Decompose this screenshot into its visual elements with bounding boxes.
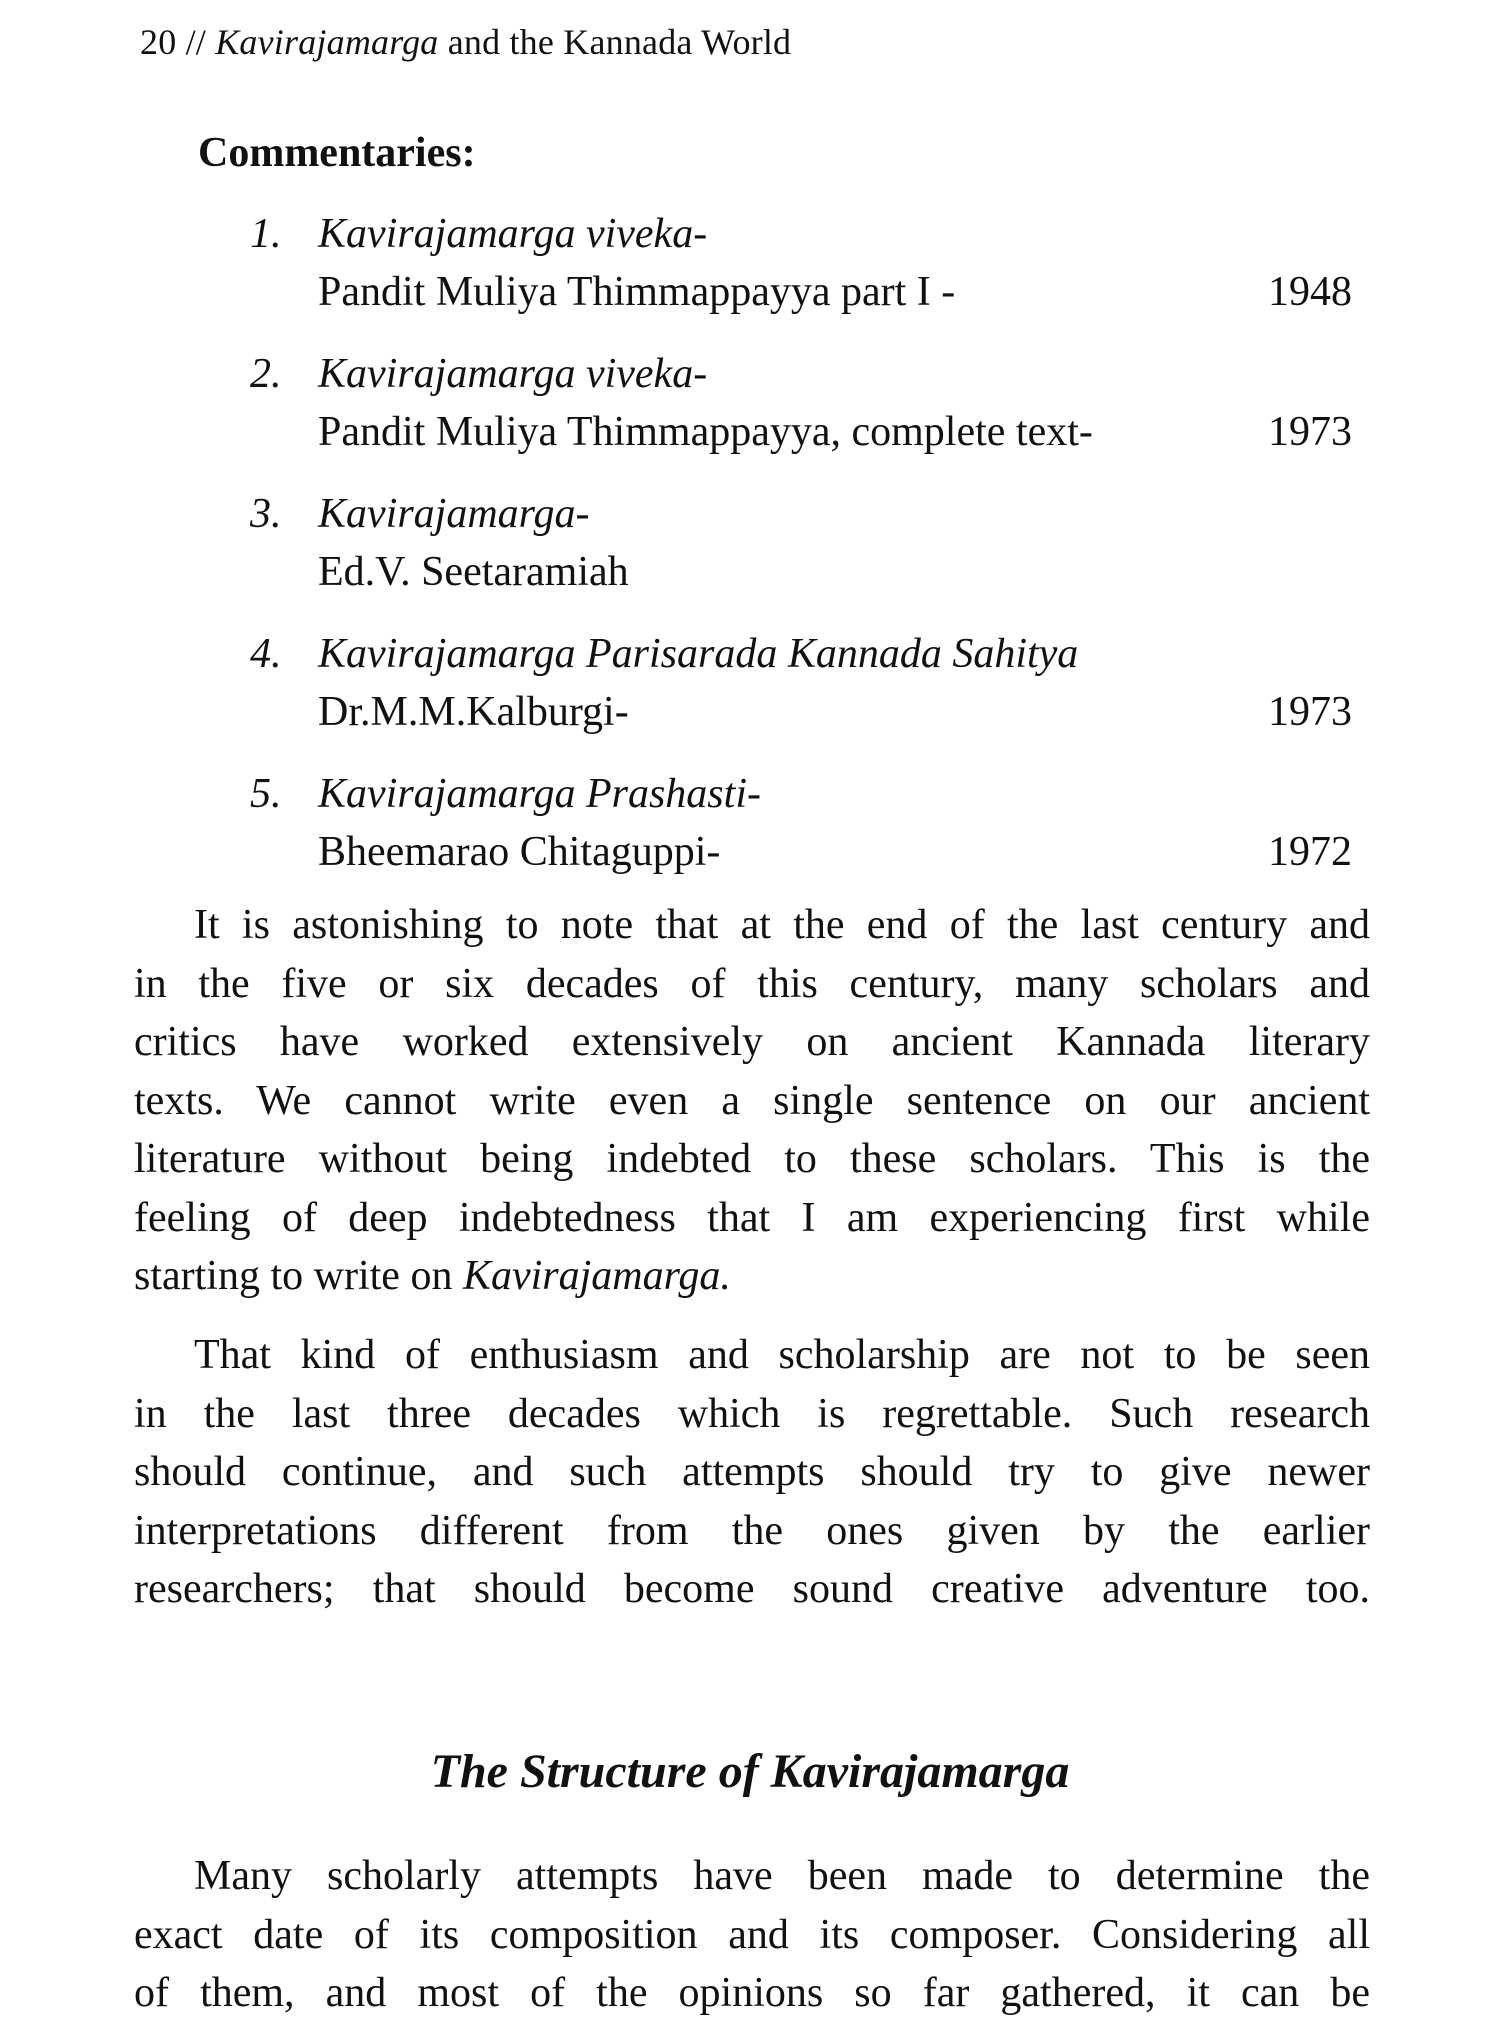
text-line: texts. We cannot write even a single sentence on our ancient bbox=[134, 1077, 1370, 1124]
text-line: literature without being indebted to these scholars. This is the bbox=[134, 1136, 1370, 1182]
book-title-rest: and the Kannada World bbox=[447, 22, 792, 62]
body-paragraph bbox=[134, 1847, 1370, 2023]
section-heading: The Structure of Kavirajamarga bbox=[430, 1745, 1070, 1798]
entry-number: 1. bbox=[250, 211, 282, 257]
text-line: Many scholarly attempts have been made to determine the bbox=[194, 1853, 1370, 1899]
entry-author: Bheemarao Chitaguppi- bbox=[318, 829, 721, 875]
italic-title: Kavirajamarga. bbox=[462, 1253, 731, 1299]
body-paragraph bbox=[134, 896, 1370, 1306]
entry-title: Kavirajamarga viveka- bbox=[318, 351, 708, 397]
entry-year: 1972 bbox=[1268, 829, 1352, 875]
text-line: researchers; that should become sound creative adventure too. bbox=[134, 1566, 1370, 1612]
text-line: That kind of enthusiasm and scholarship are not to be seen bbox=[194, 1332, 1370, 1378]
text-line: exact date of its composition and its composer. Considering all bbox=[134, 1911, 1370, 1958]
text-line: It is astonishing to note that at the end of the last century and bbox=[194, 902, 1370, 948]
commentaries-label: Commentaries: bbox=[198, 130, 476, 176]
entry-title: Kavirajamarga- bbox=[318, 491, 590, 537]
entry-author: Ed.V. Seetaramiah bbox=[318, 549, 629, 595]
entry-title: Kavirajamarga Prashasti- bbox=[318, 771, 761, 817]
entry-title: Kavirajamarga Parisarada Kannada Sahitya bbox=[318, 631, 1079, 677]
book-title-italic: Kavirajamarga bbox=[215, 22, 439, 62]
entry-year: 1948 bbox=[1268, 269, 1352, 315]
running-header bbox=[140, 20, 791, 64]
entry-number: 3. bbox=[250, 491, 282, 537]
text-line bbox=[134, 1247, 1370, 1306]
page-number: 20 // bbox=[140, 22, 207, 62]
text-line: in the five or six decades of this century, many scholars and bbox=[134, 960, 1370, 1007]
text-line: of them, and most of the opinions so far gathered, it can be bbox=[134, 1970, 1370, 2016]
text-run: starting to write on bbox=[134, 1253, 463, 1299]
entry-author: Pandit Muliya Thimmappayya part I - bbox=[318, 269, 956, 315]
text-line: in the last three decades which is regrettable. Such research bbox=[134, 1390, 1370, 1437]
entry-author: Dr.M.M.Kalburgi- bbox=[318, 689, 629, 735]
entry-number: 2. bbox=[250, 351, 282, 397]
entry-title: Kavirajamarga viveka- bbox=[318, 211, 708, 257]
entry-number: 4. bbox=[250, 631, 282, 677]
text-line: should continue, and such attempts should try to give newer bbox=[134, 1449, 1370, 1495]
entry-number: 5. bbox=[250, 771, 282, 817]
entry-author: Pandit Muliya Thimmappayya, complete text- bbox=[318, 409, 1093, 455]
entry-year: 1973 bbox=[1268, 689, 1352, 735]
entry-year: 1973 bbox=[1268, 409, 1352, 455]
text-line: interpretations different from the ones given by the earlier bbox=[134, 1507, 1370, 1554]
body-paragraph bbox=[134, 1326, 1370, 1619]
text-line: feeling of deep indebtedness that I am experiencing first while bbox=[134, 1194, 1370, 1241]
text-line: critics have worked extensively on ancient Kannada literary bbox=[134, 1019, 1370, 1065]
